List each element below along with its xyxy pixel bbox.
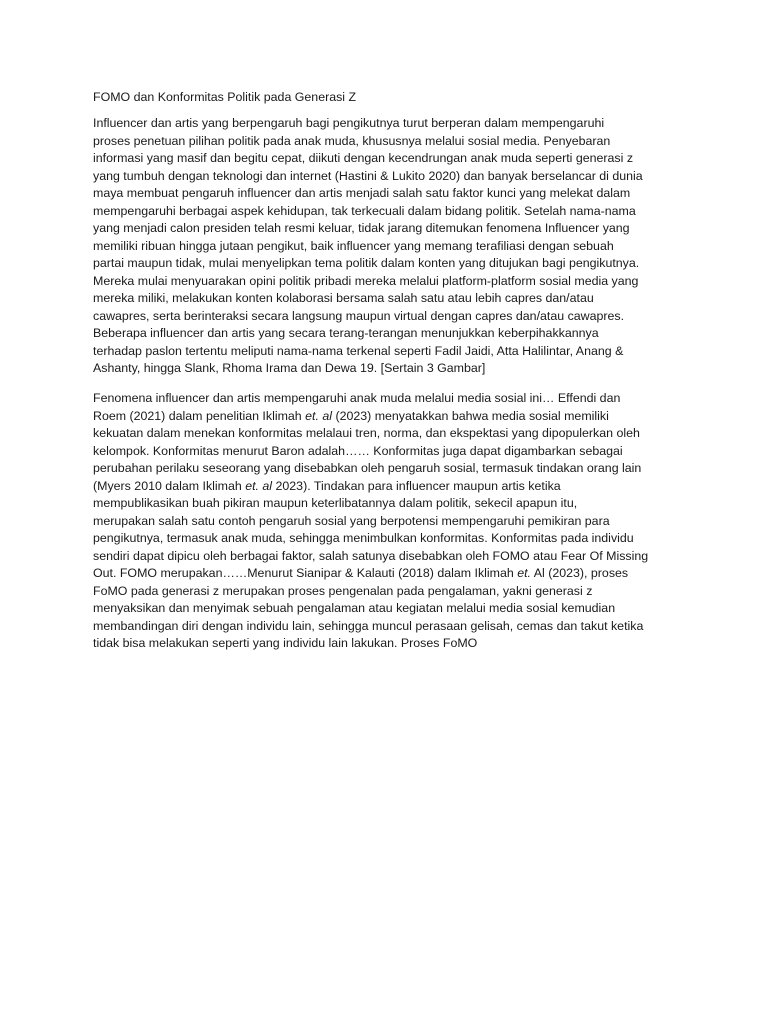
text-line [93,548,733,566]
text-line [93,273,733,291]
text-line [93,238,733,256]
text-segment: mempengaruhi berbagai aspek kehidupan, tak terkecuali dalam bidang politik. Setelah nama-nama [93,203,636,218]
text-line [93,565,733,583]
text-segment: merupakan salah satu contoh pengaruh sosial yang berpotensi mempengaruhi pemikiran para [93,513,610,528]
text-line [93,220,733,238]
text-line [93,618,733,636]
text-segment: Fenomena influencer dan artis mempengaruhi anak muda melalui media sosial ini… Effendi dan [93,391,621,405]
text-segment: Al (2023), proses [531,566,629,580]
text-segment: memiliki ribuan hingga jutaan pengikut, baik influencer yang memang terafiliasi dengan sebuah [93,238,614,253]
text-segment: mempublikasikan buah pikiran maupun keterlibatannya dalam politik, sekecil apapun itu, [93,496,578,510]
text-segment: yang tumbuh dengan teknologi dan internet (Hastini & Lukito 2020) dan banyak berselancar di dunia [93,168,643,183]
text-line [93,600,733,618]
text-line [93,530,733,548]
text-segment: sendiri dapat dipicu oleh berbagai faktor, salah satunya disebabkan oleh FOMO atau Fear Of Missing [93,548,649,563]
text-segment: Beberapa influencer dan artis yang secara terang-terangan menunjukkan keberpihakkannya [93,326,599,340]
text-segment: Out. FOMO merupakan……Menurut Sianipar & Kalauti (2018) dalam Iklimah [93,566,518,580]
document-title: FOMO dan Konformitas Politik pada Generasi Z [93,90,357,104]
text-segment: cawapres, serta berinteraksi secara langsung maupun virtual dengan capres dan/atau cawapres. [93,308,625,323]
text-segment: pengikutnya, termasuk anak muda, sehingga menimbulkan konformitas. Konformitas pada individu [93,531,634,545]
text-line [93,390,733,408]
italic-text-segment: et. al [245,478,273,493]
text-line [93,460,733,478]
paragraph-influencer-politik [93,115,733,378]
text-line [93,635,733,653]
text-segment: (2023) menyatakkan bahwa media sosial memiliki [332,408,609,423]
text-line [93,325,733,343]
text-line [93,255,733,273]
text-line [93,133,733,151]
text-segment: Ashanty, hingga Slank, Rhoma Irama dan Dewa 19. [Sertain 3 Gambar] [93,361,486,375]
text-line [93,513,733,531]
text-line [93,290,733,308]
text-segment: perubahan perilaku seseorang yang disebabkan oleh pengaruh sosial, termasuk tindakan orang lain [93,461,642,475]
text-line [93,308,733,326]
text-segment: partai maupun tidak, mulai menyelipkan tema politik dalam konten yang ditujukan bagi pengikutnya. [93,256,640,270]
text-segment: 2023). Tindakan para influencer maupun artis ketika [272,478,561,493]
text-line [93,495,733,513]
text-segment: FoMO pada generasi z merupakan proses pengenalan pada pengalaman, yakni generasi z [93,583,593,598]
text-segment: terhadap paslon tertentu meliputi nama-nama terkenal seperti Fadil Jaidi, Atta Halilintar, Anang & [93,343,624,358]
text-line [93,185,733,203]
text-line [93,478,733,496]
text-segment: tidak bisa melakukan seperti yang individu lain lakukan. Proses FoMO [93,636,478,650]
text-line [93,343,733,361]
text-segment: menyaksikan dan menyimak sebuah pengalaman atau kegiatan melalui media sosial kemudian [93,601,616,615]
text-segment: Mereka mulai menyuarakan opini politik pribadi mereka melalui platform-platform sosial media yang [93,273,639,288]
text-line [93,203,733,221]
text-line [93,115,733,133]
text-line [93,583,733,601]
text-segment: membandingan diri dengan individu lain, sehingga muncul perasaan gelisah, cemas dan takut ketika [93,618,644,633]
text-segment: maya membuat pengaruh influencer dan artis menjadi salah satu faktor kunci yang melekat dalam [93,186,631,200]
text-line [93,150,733,168]
italic-text-segment: et. [517,566,531,580]
text-segment: informasi yang masif dan begitu cepat, diikuti dengan kecendrungan anak muda seperti generasi z [93,151,634,165]
text-segment: Influencer dan artis yang berpengaruh bagi pengikutnya turut berperan dalam mempengaruhi [93,116,605,130]
text-segment: proses penetuan pilihan politik pada anak muda, khususnya melalui sosial media. Penyebaran [93,133,611,148]
text-segment: kelompok. Konformitas menurut Baron adalah…… Konformitas juga dapat digambarkan sebagai [93,443,623,458]
text-line [93,425,733,443]
text-line [93,168,733,186]
text-segment: (Myers 2010 dalam Iklimah [93,478,246,493]
text-segment: yang menjadi calon presiden telah resmi keluar, tidak jarang ditemukan fenomena Influencer yang [93,221,630,235]
text-segment: Roem (2021) dalam penelitian Iklimah [93,408,306,423]
text-line [93,360,733,378]
italic-text-segment: et. al [305,408,332,423]
text-line [93,408,733,426]
text-line [93,443,733,461]
text-segment: kekuatan dalam menekan konformitas melalaui tren, norma, dan ekspektasi yang dipopulerkan oleh [93,426,640,440]
paragraph-fenomena-konformitas [93,390,733,653]
text-segment: mereka miliki, melakukan konten kolaborasi bersama salah satu atau lebih capres dan/atau [93,291,594,305]
